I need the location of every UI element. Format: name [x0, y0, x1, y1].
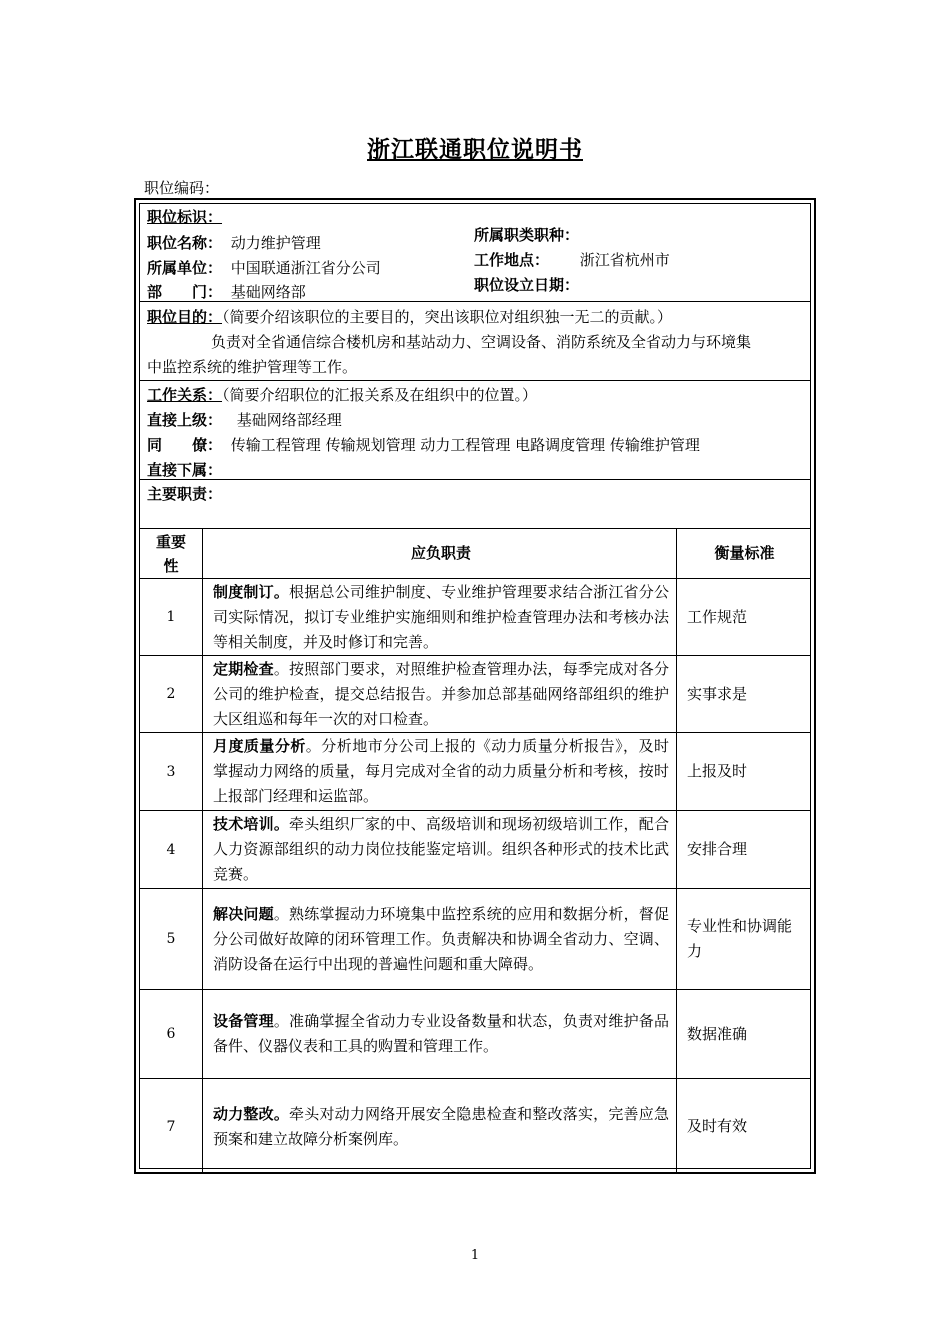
job-description-table — [134, 198, 816, 1174]
row-duty — [203, 990, 677, 1078]
peers-label: 同 僚： — [147, 436, 223, 454]
row-duty — [203, 889, 677, 989]
row-duty — [203, 656, 677, 732]
duty-text: 牵头组织厂家的中、高级培训和现场初级培训工作，配合人力资源部组织的动力岗位技能鉴定培训。组织各种形式的技术比武竞赛。 — [213, 815, 669, 883]
row-measure: 安排合理 — [687, 840, 748, 858]
duties-table — [140, 529, 810, 1168]
position-name-label: 职位名称： — [147, 234, 223, 252]
table-row — [140, 990, 810, 1079]
position-name-value: 动力维护管理 — [230, 234, 321, 252]
purpose-text-line-1: 负责对全省通信综合楼机房和基站动力、空调设备、消防系统及全省动力与环境集 — [211, 333, 752, 351]
row-number: 3 — [140, 733, 203, 810]
duty-title: 设备管理 — [213, 1012, 274, 1030]
row-number: 2 — [140, 656, 203, 732]
row-number: 4 — [140, 811, 203, 888]
superior-value: 基础网络部经理 — [236, 411, 342, 429]
relations-section — [140, 381, 810, 480]
duty-text: 。熟练掌握动力环境集中监控系统的应用和数据分析，督促分公司做好故障的闭环管理工作。负责解决和协调全省动力、空调、消防设备在运行中出现的普遍性问题和重大障碍。 — [213, 904, 669, 973]
department-value: 基础网络部 — [230, 283, 306, 301]
row-duty — [203, 1079, 677, 1174]
duties-section-header — [140, 480, 810, 529]
table-row — [140, 889, 810, 990]
superior-row — [147, 411, 342, 429]
row-measure: 及时有效 — [687, 1117, 748, 1135]
row-measure: 工作规范 — [687, 607, 748, 626]
established-date-label: 职位设立日期： — [474, 276, 580, 294]
purpose-heading-row — [147, 308, 672, 326]
duty-title: 定期检查 — [213, 659, 274, 678]
job-category-label: 所属职类职种： — [474, 226, 580, 244]
column-header-importance: 重要性 — [140, 529, 203, 578]
column-header-measure: 衡量标准 — [714, 544, 775, 562]
relations-heading-row — [147, 386, 537, 404]
duties-heading: 主要职责： — [147, 485, 223, 503]
duty-title: 动力整改。 — [213, 1104, 290, 1123]
row-measure: 上报及时 — [687, 762, 748, 780]
document-title: 浙江联通职位说明书 — [367, 136, 583, 163]
duty-title: 技术培训。 — [213, 815, 290, 833]
row-number: 6 — [140, 990, 203, 1078]
duty-title: 月度质量分析 — [213, 737, 306, 755]
position-name-row — [147, 234, 321, 252]
relations-heading: 工作关系： — [147, 386, 223, 404]
unit-label: 所属单位： — [147, 259, 223, 277]
duty-text: 根据总公司维护制度、专业维护管理要求结合浙江省分公司实际情况，拟订专业维护实施细则和维护检查管理办法和考核办法等相关制度，并及时修订和完善。 — [213, 582, 669, 651]
table-row — [140, 733, 810, 811]
location-row — [474, 251, 670, 269]
peers-value: 传输工程管理 传输规划管理 动力工程管理 电路调度管理 传输维护管理 — [230, 436, 700, 454]
subordinate-label: 直接下属： — [147, 461, 223, 479]
duty-text: 。按照部门要求，对照维护检查管理办法，每季完成对各分公司的维护检查，提交总结报告。并参加总部基础网络部组织的维护大区组巡和每年一次的对口检查。 — [213, 659, 669, 728]
unit-value: 中国联通浙江省分公司 — [230, 259, 381, 277]
peers-row — [147, 436, 700, 454]
table-row — [140, 1079, 810, 1174]
row-number: 1 — [140, 579, 203, 655]
purpose-hint: （简要介绍该职位的主要目的，突出该职位对组织独一无二的贡献。） — [222, 308, 673, 326]
table-row — [140, 579, 810, 656]
duty-title: 制度制订。 — [213, 582, 290, 601]
purpose-section — [140, 302, 810, 381]
row-measure: 数据准确 — [687, 1024, 748, 1043]
duties-table-header — [140, 529, 810, 579]
unit-row — [147, 259, 381, 277]
row-measure: 实事求是 — [687, 684, 748, 703]
row-duty — [203, 579, 677, 655]
department-row — [147, 283, 306, 301]
identity-heading: 职位标识： — [147, 208, 223, 226]
relations-hint: （简要介绍职位的汇报关系及在组织中的位置。） — [222, 386, 538, 404]
superior-label: 直接上级： — [147, 411, 223, 429]
purpose-text-line-2: 中监控系统的维护管理等工作。 — [147, 358, 358, 376]
row-number: 7 — [140, 1079, 203, 1174]
department-label: 部 门： — [147, 283, 223, 301]
duty-text: 。准确掌握全省动力专业设备数量和状态，负责对维护备品备件、仪器仪表和工具的购置和管理工作。 — [213, 1012, 669, 1055]
duty-title: 解决问题 — [213, 904, 274, 923]
column-header-duty: 应负职责 — [203, 529, 677, 578]
table-row — [140, 811, 810, 889]
page-number: 1 — [470, 1248, 480, 1263]
position-code-label: 职位编码： — [144, 179, 220, 197]
table-row — [140, 656, 810, 733]
location-label: 工作地点： — [474, 251, 550, 269]
row-duty — [203, 811, 677, 888]
row-number: 5 — [140, 889, 203, 989]
identity-section — [140, 204, 810, 302]
purpose-heading: 职位目的： — [147, 308, 223, 326]
row-measure: 专业性和协调能力 — [687, 917, 793, 960]
table-inner-border — [139, 203, 811, 1169]
row-duty — [203, 733, 677, 810]
duty-text: 。分析地市分公司上报的《动力质量分析报告》，及时掌握动力网络的质量，每月完成对全省的动力质量分析和考核，按时上报部门经理和运监部。 — [213, 737, 669, 805]
location-value: 浙江省杭州市 — [579, 251, 670, 269]
duty-text: 牵头对动力网络开展安全隐患检查和整改落实，完善应急预案和建立故障分析案例库。 — [213, 1104, 669, 1148]
